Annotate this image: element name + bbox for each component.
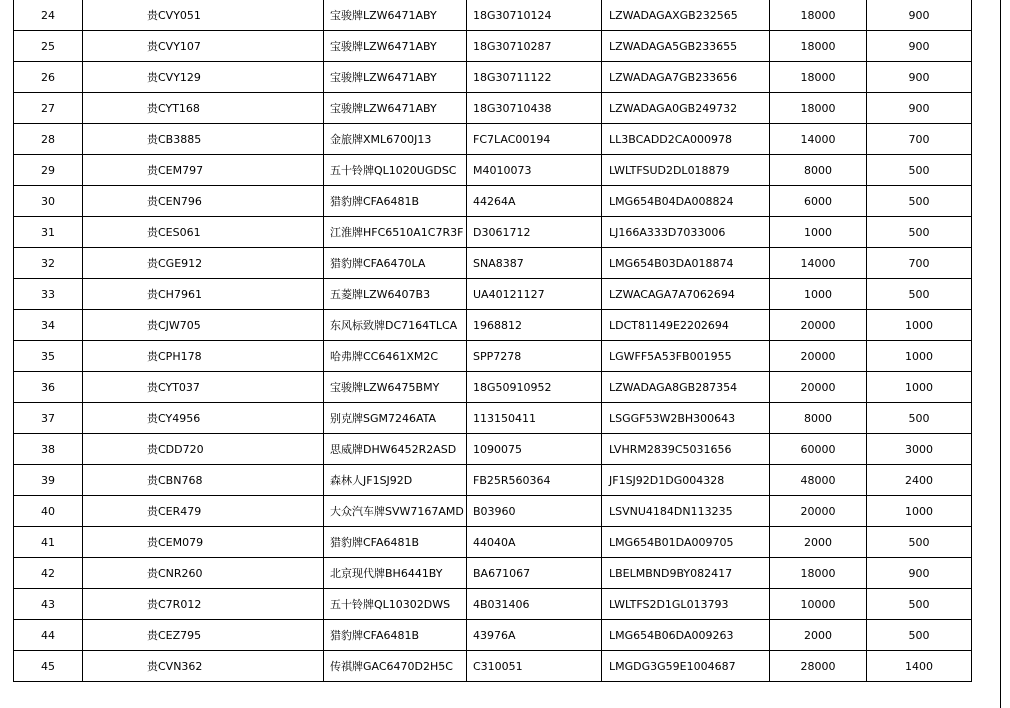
row-number-cell: 33: [14, 279, 83, 310]
plate-number-cell: 贵CB3885: [83, 124, 324, 155]
engine-number-cell: M4010073: [467, 155, 602, 186]
vin-cell: LWLTFSUD2DL018879: [602, 155, 770, 186]
table-row: [14, 496, 972, 527]
fee-cell: 900: [867, 31, 972, 62]
vehicle-model-cell: 金旅牌XML6700J13: [324, 124, 467, 155]
vin-cell: LZWADAGA5GB233655: [602, 31, 770, 62]
plate-number-cell: 贵CGE912: [83, 248, 324, 279]
fee-cell: 500: [867, 217, 972, 248]
engine-number-cell: C310051: [467, 651, 602, 682]
vehicle-model-cell: 五菱牌LZW6407B3: [324, 279, 467, 310]
engine-number-cell: SNA8387: [467, 248, 602, 279]
plate-number-cell: 贵CYT037: [83, 372, 324, 403]
amount-cell: 18000: [770, 62, 867, 93]
plate-number-cell: 贵CEM797: [83, 155, 324, 186]
vin-cell: LZWACAGA7A7062694: [602, 279, 770, 310]
row-number-cell: 43: [14, 589, 83, 620]
vin-cell: LSVNU4184DN113235: [602, 496, 770, 527]
table-row: [14, 310, 972, 341]
vehicle-model-cell: 江淮牌HFC6510A1C7R3F: [324, 217, 467, 248]
table-row: [14, 93, 972, 124]
engine-number-cell: D3061712: [467, 217, 602, 248]
fee-cell: 900: [867, 93, 972, 124]
amount-cell: 6000: [770, 186, 867, 217]
vin-cell: LMGDG3G59E1004687: [602, 651, 770, 682]
table-row: [14, 465, 972, 496]
engine-number-cell: 1090075: [467, 434, 602, 465]
vin-cell: JF1SJ92D1DG004328: [602, 465, 770, 496]
table-row: [14, 0, 972, 31]
amount-cell: 28000: [770, 651, 867, 682]
amount-cell: 20000: [770, 496, 867, 527]
row-number-cell: 34: [14, 310, 83, 341]
row-number-cell: 24: [14, 0, 83, 31]
fee-cell: 500: [867, 279, 972, 310]
plate-number-cell: 贵CVY107: [83, 31, 324, 62]
amount-cell: 14000: [770, 124, 867, 155]
engine-number-cell: BA671067: [467, 558, 602, 589]
vehicle-model-cell: 五十铃牌QL10302DWS: [324, 589, 467, 620]
vin-cell: LDCT81149E2202694: [602, 310, 770, 341]
engine-number-cell: 43976A: [467, 620, 602, 651]
engine-number-cell: 18G30710124: [467, 0, 602, 31]
vehicle-model-cell: 猎豹牌CFA6481B: [324, 527, 467, 558]
table-row: [14, 589, 972, 620]
amount-cell: 18000: [770, 31, 867, 62]
vehicle-model-cell: 森林人JF1SJ92D: [324, 465, 467, 496]
engine-number-cell: 18G30710287: [467, 31, 602, 62]
fee-cell: 2400: [867, 465, 972, 496]
fee-cell: 500: [867, 589, 972, 620]
table-row: [14, 558, 972, 589]
plate-number-cell: 贵CDD720: [83, 434, 324, 465]
vehicle-table-body: [14, 0, 972, 682]
engine-number-cell: 18G50910952: [467, 372, 602, 403]
fee-cell: 900: [867, 558, 972, 589]
table-row: [14, 403, 972, 434]
fee-cell: 500: [867, 620, 972, 651]
plate-number-cell: 贵CVY129: [83, 62, 324, 93]
vehicle-model-cell: 宝骏牌LZW6471ABY: [324, 31, 467, 62]
row-number-cell: 31: [14, 217, 83, 248]
fee-cell: 500: [867, 155, 972, 186]
vin-cell: LWLTFS2D1GL013793: [602, 589, 770, 620]
amount-cell: 14000: [770, 248, 867, 279]
vin-cell: LMG654B06DA009263: [602, 620, 770, 651]
row-number-cell: 39: [14, 465, 83, 496]
row-number-cell: 40: [14, 496, 83, 527]
engine-number-cell: SPP7278: [467, 341, 602, 372]
vehicle-model-cell: 别克牌SGM7246ATA: [324, 403, 467, 434]
table-row: [14, 248, 972, 279]
amount-cell: 10000: [770, 589, 867, 620]
engine-number-cell: 1968812: [467, 310, 602, 341]
engine-number-cell: UA40121127: [467, 279, 602, 310]
plate-number-cell: 贵CEZ795: [83, 620, 324, 651]
row-number-cell: 30: [14, 186, 83, 217]
plate-number-cell: 贵CNR260: [83, 558, 324, 589]
fee-cell: 1000: [867, 372, 972, 403]
plate-number-cell: 贵CJW705: [83, 310, 324, 341]
fee-cell: 3000: [867, 434, 972, 465]
fee-cell: 900: [867, 0, 972, 31]
amount-cell: 48000: [770, 465, 867, 496]
table-row: [14, 527, 972, 558]
table-row: [14, 217, 972, 248]
row-number-cell: 27: [14, 93, 83, 124]
table-row: [14, 186, 972, 217]
row-number-cell: 29: [14, 155, 83, 186]
row-number-cell: 42: [14, 558, 83, 589]
vin-cell: LSGGF53W2BH300643: [602, 403, 770, 434]
plate-number-cell: 贵C7R012: [83, 589, 324, 620]
table-row: [14, 31, 972, 62]
table-row: [14, 62, 972, 93]
vehicle-model-cell: 猎豹牌CFA6470LA: [324, 248, 467, 279]
engine-number-cell: 44264A: [467, 186, 602, 217]
vin-cell: LMG654B01DA009705: [602, 527, 770, 558]
amount-cell: 2000: [770, 620, 867, 651]
engine-number-cell: 18G30711122: [467, 62, 602, 93]
engine-number-cell: 113150411: [467, 403, 602, 434]
engine-number-cell: FC7LAC00194: [467, 124, 602, 155]
plate-number-cell: 贵CES061: [83, 217, 324, 248]
row-number-cell: 41: [14, 527, 83, 558]
table-row: [14, 279, 972, 310]
engine-number-cell: 4B031406: [467, 589, 602, 620]
engine-number-cell: FB25R560364: [467, 465, 602, 496]
plate-number-cell: 贵CER479: [83, 496, 324, 527]
row-number-cell: 44: [14, 620, 83, 651]
vehicle-model-cell: 猎豹牌CFA6481B: [324, 186, 467, 217]
amount-cell: 18000: [770, 0, 867, 31]
table-row: [14, 434, 972, 465]
vin-cell: LMG654B04DA008824: [602, 186, 770, 217]
amount-cell: 18000: [770, 558, 867, 589]
vin-cell: LVHRM2839C5031656: [602, 434, 770, 465]
fee-cell: 1400: [867, 651, 972, 682]
plate-number-cell: 贵CH7961: [83, 279, 324, 310]
plate-number-cell: 贵CYT168: [83, 93, 324, 124]
amount-cell: 20000: [770, 341, 867, 372]
row-number-cell: 26: [14, 62, 83, 93]
plate-number-cell: 贵CVY051: [83, 0, 324, 31]
fee-cell: 500: [867, 403, 972, 434]
amount-cell: 1000: [770, 279, 867, 310]
vehicle-table: [13, 0, 972, 682]
fee-cell: 1000: [867, 310, 972, 341]
vehicle-model-cell: 东风标致牌DC7164TLCA: [324, 310, 467, 341]
amount-cell: 8000: [770, 155, 867, 186]
vehicle-model-cell: 宝骏牌LZW6475BMY: [324, 372, 467, 403]
vehicle-model-cell: 猎豹牌CFA6481B: [324, 620, 467, 651]
vin-cell: LL3BCADD2CA000978: [602, 124, 770, 155]
plate-number-cell: 贵CY4956: [83, 403, 324, 434]
amount-cell: 2000: [770, 527, 867, 558]
plate-number-cell: 贵CPH178: [83, 341, 324, 372]
page-border-right: [1000, 0, 1001, 708]
vehicle-model-cell: 思威牌DHW6452R2ASD: [324, 434, 467, 465]
vehicle-model-cell: 宝骏牌LZW6471ABY: [324, 0, 467, 31]
vin-cell: LZWADAGAXGB232565: [602, 0, 770, 31]
vehicle-model-cell: 传祺牌GAC6470D2H5C: [324, 651, 467, 682]
fee-cell: 1000: [867, 496, 972, 527]
fee-cell: 500: [867, 527, 972, 558]
table-row: [14, 155, 972, 186]
table-row: [14, 651, 972, 682]
plate-number-cell: 贵CEM079: [83, 527, 324, 558]
vin-cell: LJ166A333D7033006: [602, 217, 770, 248]
amount-cell: 20000: [770, 372, 867, 403]
row-number-cell: 32: [14, 248, 83, 279]
vehicle-model-cell: 大众汽车牌SVW7167AMD: [324, 496, 467, 527]
vehicle-model-cell: 五十铃牌QL1020UGDSC: [324, 155, 467, 186]
amount-cell: 20000: [770, 310, 867, 341]
vin-cell: LGWFF5A53FB001955: [602, 341, 770, 372]
vehicle-model-cell: 宝骏牌LZW6471ABY: [324, 62, 467, 93]
row-number-cell: 35: [14, 341, 83, 372]
amount-cell: 60000: [770, 434, 867, 465]
fee-cell: 500: [867, 186, 972, 217]
vehicle-model-cell: 宝骏牌LZW6471ABY: [324, 93, 467, 124]
row-number-cell: 28: [14, 124, 83, 155]
vehicle-model-cell: 哈弗牌CC6461XM2C: [324, 341, 467, 372]
vin-cell: LZWADAGA8GB287354: [602, 372, 770, 403]
fee-cell: 700: [867, 248, 972, 279]
row-number-cell: 25: [14, 31, 83, 62]
vehicle-model-cell: 北京现代牌BH6441BY: [324, 558, 467, 589]
fee-cell: 1000: [867, 341, 972, 372]
engine-number-cell: B03960: [467, 496, 602, 527]
amount-cell: 1000: [770, 217, 867, 248]
fee-cell: 900: [867, 62, 972, 93]
vin-cell: LBELMBND9BY082417: [602, 558, 770, 589]
engine-number-cell: 18G30710438: [467, 93, 602, 124]
row-number-cell: 45: [14, 651, 83, 682]
vin-cell: LZWADAGA0GB249732: [602, 93, 770, 124]
amount-cell: 8000: [770, 403, 867, 434]
fee-cell: 700: [867, 124, 972, 155]
plate-number-cell: 贵CEN796: [83, 186, 324, 217]
table-row: [14, 341, 972, 372]
plate-number-cell: 贵CBN768: [83, 465, 324, 496]
vin-cell: LZWADAGA7GB233656: [602, 62, 770, 93]
vin-cell: LMG654B03DA018874: [602, 248, 770, 279]
table-row: [14, 620, 972, 651]
row-number-cell: 36: [14, 372, 83, 403]
table-row: [14, 124, 972, 155]
row-number-cell: 38: [14, 434, 83, 465]
row-number-cell: 37: [14, 403, 83, 434]
table-row: [14, 372, 972, 403]
plate-number-cell: 贵CVN362: [83, 651, 324, 682]
amount-cell: 18000: [770, 93, 867, 124]
engine-number-cell: 44040A: [467, 527, 602, 558]
